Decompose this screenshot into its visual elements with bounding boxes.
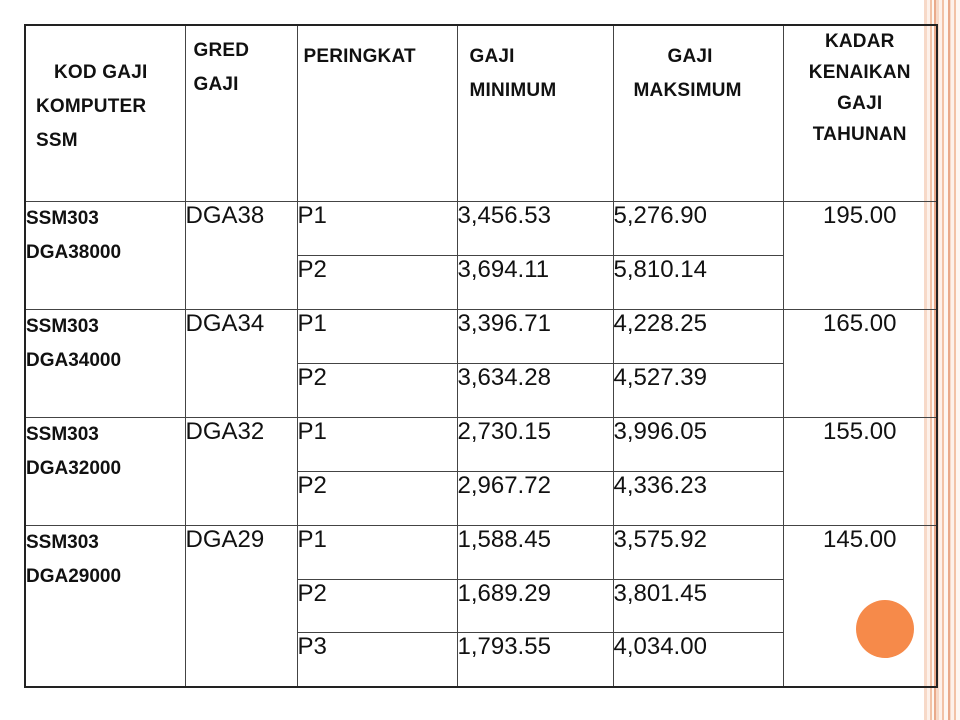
header-text: MAKSIMUM <box>633 80 742 101</box>
gaji-maksimum-cell: 3,801.45 <box>613 579 783 633</box>
table-row <box>25 525 937 579</box>
gaji-minimum-cell: 1,689.29 <box>457 579 613 633</box>
gaji-maksimum-cell: 4,228.25 <box>613 309 783 363</box>
gaji-minimum-cell: 2,967.72 <box>457 471 613 525</box>
salary-table <box>24 24 938 688</box>
kod-gaji-cell <box>25 417 185 525</box>
header-text: GAJI <box>837 93 883 114</box>
header-text: KENAIKAN <box>808 62 911 83</box>
gaji-minimum-cell: 2,730.15 <box>457 417 613 471</box>
header-text: KOD GAJI <box>54 62 148 83</box>
table-row <box>25 201 937 255</box>
gaji-minimum-cell: 3,396.71 <box>457 309 613 363</box>
kod-gaji-text: SSM303 <box>26 531 99 553</box>
peringkat-cell: P2 <box>297 471 457 525</box>
header-text: GRED <box>193 40 250 61</box>
header-text: KADAR <box>824 31 895 52</box>
kod-gaji-cell <box>25 525 185 687</box>
gaji-maksimum-cell: 4,034.00 <box>613 633 783 687</box>
gaji-minimum-cell: 1,588.45 <box>457 525 613 579</box>
table-row <box>25 417 937 471</box>
header-row <box>25 25 937 201</box>
peringkat-cell: P2 <box>297 579 457 633</box>
kod-gaji-cell <box>25 309 185 417</box>
gaji-maksimum-cell: 3,996.05 <box>613 417 783 471</box>
gred-gaji-cell: DGA29 <box>185 525 297 687</box>
header-text: KOMPUTER <box>36 96 147 117</box>
header-gred-gaji <box>185 25 297 201</box>
header-text: SSM <box>36 130 78 151</box>
header-kod-gaji-komputer-ssm <box>25 25 185 201</box>
gaji-minimum-cell: 3,456.53 <box>457 201 613 255</box>
gaji-minimum-cell: 3,694.11 <box>457 255 613 309</box>
peringkat-cell: P1 <box>297 417 457 471</box>
kod-gaji-text: SSM303 <box>26 315 99 337</box>
peringkat-cell: P3 <box>297 633 457 687</box>
header-kadar-kenaikan-gaji-tahunan <box>783 25 937 201</box>
gaji-maksimum-cell: 3,575.92 <box>613 525 783 579</box>
gaji-maksimum-cell: 4,527.39 <box>613 363 783 417</box>
peringkat-cell: P1 <box>297 525 457 579</box>
kadar-kenaikan-cell: 165.00 <box>783 309 937 417</box>
header-text: MINIMUM <box>469 80 557 101</box>
gaji-minimum-cell: 1,793.55 <box>457 633 613 687</box>
header-text: GAJI <box>193 74 239 95</box>
kadar-kenaikan-cell: 155.00 <box>783 417 937 525</box>
header-text: PERINGKAT <box>303 46 416 67</box>
peringkat-cell: P2 <box>297 363 457 417</box>
kadar-kenaikan-cell: 195.00 <box>783 201 937 309</box>
gred-gaji-cell: DGA32 <box>185 417 297 525</box>
header-text: TAHUNAN <box>812 124 907 145</box>
kod-gaji-text: DGA32000 <box>26 457 122 479</box>
gaji-maksimum-cell: 4,336.23 <box>613 471 783 525</box>
header-peringkat <box>297 25 457 201</box>
kod-gaji-text: SSM303 <box>26 207 99 229</box>
kod-gaji-text: SSM303 <box>26 423 99 445</box>
kod-gaji-text: DGA29000 <box>26 565 122 587</box>
peringkat-cell: P1 <box>297 309 457 363</box>
peringkat-cell: P2 <box>297 255 457 309</box>
header-gaji-maksimum <box>613 25 783 201</box>
kod-gaji-text: DGA34000 <box>26 349 122 371</box>
gaji-minimum-cell: 3,634.28 <box>457 363 613 417</box>
header-text: GAJI <box>469 46 515 67</box>
peringkat-cell: P1 <box>297 201 457 255</box>
gred-gaji-cell: DGA38 <box>185 201 297 309</box>
decorative-orange-circle <box>856 600 914 658</box>
gred-gaji-cell: DGA34 <box>185 309 297 417</box>
header-text: GAJI <box>667 46 713 67</box>
gaji-maksimum-cell: 5,276.90 <box>613 201 783 255</box>
table-row <box>25 309 937 363</box>
kod-gaji-cell <box>25 201 185 309</box>
gaji-maksimum-cell: 5,810.14 <box>613 255 783 309</box>
kod-gaji-text: DGA38000 <box>26 241 122 263</box>
header-gaji-minimum <box>457 25 613 201</box>
stripe-line <box>948 0 950 720</box>
kadar-kenaikan-cell: 145.00 <box>783 525 937 687</box>
